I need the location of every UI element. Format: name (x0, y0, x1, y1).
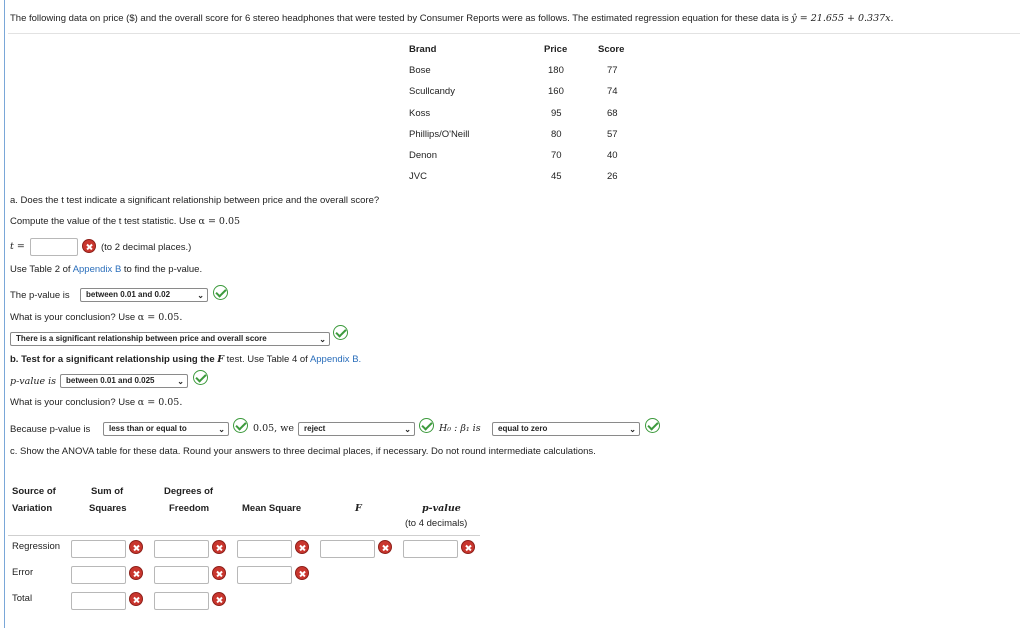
pvalue-b-label: p-value is (10, 376, 57, 387)
header-price: Price (544, 44, 568, 55)
table-cell-brand: Bose (409, 65, 431, 76)
incorrect-icon (461, 540, 475, 554)
chevron-down-icon: ⌄ (404, 425, 411, 434)
header-p-decimals: (to 4 decimals) (405, 518, 468, 529)
part-b-prefix: b. Test for a significant relationship using the (10, 354, 215, 365)
incorrect-icon (129, 592, 143, 606)
conclusion-prefix: What is your conclusion? Use (10, 397, 136, 408)
because-mid: 0.05, we (253, 423, 294, 434)
incorrect-icon (212, 592, 226, 606)
ms-error-input[interactable] (237, 566, 292, 584)
anova-divider (8, 535, 480, 536)
correct-icon (233, 418, 248, 433)
header-source: Source of (12, 486, 56, 497)
decision-select-value: reject (304, 424, 326, 433)
table-cell-score: 68 (607, 108, 618, 119)
correct-icon (419, 418, 434, 433)
f-letter: F (217, 354, 225, 365)
incorrect-icon (295, 540, 309, 554)
table-cell-brand: JVC (409, 171, 427, 182)
appendix-b-link[interactable]: Appendix B. (309, 354, 362, 365)
df-error-input[interactable] (154, 566, 209, 584)
header-squares: Squares (89, 503, 127, 514)
row-label-error: Error (12, 567, 34, 578)
t-label: t = (10, 241, 25, 252)
regression-equation: ŷ = 21.655 + 0.337x. (791, 13, 894, 24)
appendix-b-link[interactable]: Appendix B (72, 264, 122, 275)
row-label-total: Total (12, 593, 33, 604)
table-cell-score: 40 (607, 150, 618, 161)
hypothesis-select[interactable] (492, 422, 640, 436)
chevron-down-icon: ⌄ (197, 291, 204, 300)
table-cell-brand: Scullcandy (409, 86, 455, 97)
null-hypothesis: H₀ : β₁ is (439, 423, 481, 434)
conclusion-select[interactable] (10, 332, 330, 346)
df-regression-input[interactable] (154, 540, 209, 558)
conclusion-b-line (10, 397, 182, 408)
incorrect-icon (378, 540, 392, 554)
pvalue-select-value: between 0.01 and 0.02 (86, 290, 171, 299)
correct-icon (645, 418, 660, 433)
incorrect-icon (212, 566, 226, 580)
pvalue-b-select[interactable] (60, 374, 188, 388)
compute-mid: t test statistic. Use (118, 216, 196, 227)
compute-line (10, 216, 240, 227)
alpha-value: α = 0.05. (137, 312, 183, 323)
part-a-question: a. Does the t test indicate a significant relationship between price and the overall score? (10, 195, 380, 206)
table-cell-price: 160 (548, 86, 564, 97)
divider (8, 33, 1020, 34)
chevron-down-icon: ⌄ (218, 425, 225, 434)
p-value-input[interactable] (403, 540, 458, 558)
pvalue-b-select-value: between 0.01 and 0.025 (66, 376, 155, 385)
conclusion-select-value: There is a significant relationship between price and overall score (16, 334, 267, 343)
table-ref-suffix: to find the p-value. (123, 264, 203, 275)
hypothesis-select-value: equal to zero (498, 424, 548, 433)
incorrect-icon (129, 566, 143, 580)
ss-total-input[interactable] (71, 592, 126, 610)
header-f: F (355, 503, 362, 514)
table-ref-prefix: Use Table 2 of (10, 264, 71, 275)
pvalue-label: The p-value is (10, 290, 70, 301)
correct-icon (333, 325, 348, 340)
intro-text (10, 13, 894, 24)
ss-regression-input[interactable] (71, 540, 126, 558)
comparison-select-value: less than or equal to (109, 424, 187, 433)
incorrect-icon (295, 566, 309, 580)
table-cell-price: 70 (551, 150, 562, 161)
part-b-question (10, 354, 361, 365)
correct-icon (213, 285, 228, 300)
part-b-mid: test. Use Table 4 of (226, 354, 308, 365)
header-variation: Variation (12, 503, 53, 514)
table-cell-score: 74 (607, 86, 618, 97)
ms-regression-input[interactable] (237, 540, 292, 558)
chevron-down-icon: ⌄ (319, 335, 326, 344)
conclusion-a-line (10, 312, 182, 323)
header-sum-of: Sum of (91, 486, 124, 497)
table-cell-price: 45 (551, 171, 562, 182)
t-statistic-input[interactable] (30, 238, 78, 256)
header-brand: Brand (409, 44, 437, 55)
table-cell-brand: Koss (409, 108, 431, 119)
left-border (4, 0, 5, 628)
table-cell-brand: Denon (409, 150, 437, 161)
because-label: Because p-value is (10, 424, 91, 435)
chevron-down-icon: ⌄ (629, 425, 636, 434)
table-cell-brand: Phillips/O'Neill (409, 129, 470, 140)
t-hint: (to 2 decimal places.) (101, 242, 192, 253)
alpha-value: α = 0.05 (198, 216, 241, 227)
header-score: Score (598, 44, 625, 55)
table-cell-price: 180 (548, 65, 564, 76)
table-cell-score: 57 (607, 129, 618, 140)
row-label-regression: Regression (12, 541, 61, 552)
header-mean-square: Mean Square (242, 503, 302, 514)
incorrect-icon (129, 540, 143, 554)
incorrect-icon (212, 540, 226, 554)
intro-sentence: The following data on price ($) and the overall score for 6 stereo headphones that were tested by Consumer Reports were as follows. The estimated regression equation for these data is (10, 13, 789, 24)
table-cell-score: 77 (607, 65, 618, 76)
compute-prefix: Compute the value of the (10, 216, 117, 227)
header-freedom: Freedom (169, 503, 210, 514)
table-cell-price: 80 (551, 129, 562, 140)
correct-icon (193, 370, 208, 385)
df-total-input[interactable] (154, 592, 209, 610)
ss-error-input[interactable] (71, 566, 126, 584)
pvalue-select[interactable] (80, 288, 208, 302)
comparison-select[interactable] (103, 422, 229, 436)
alpha-value: α = 0.05. (137, 397, 183, 408)
table-cell-price: 95 (551, 108, 562, 119)
chevron-down-icon: ⌄ (177, 377, 184, 386)
header-p-value: p-value (422, 503, 461, 514)
table-cell-score: 26 (607, 171, 618, 182)
incorrect-icon (82, 239, 96, 253)
header-degrees-of: Degrees of (164, 486, 214, 497)
decision-select[interactable] (298, 422, 415, 436)
part-c-question: c. Show the ANOVA table for these data. Round your answers to three decimal places, if necessary. Do not round intermediate calculations. (10, 446, 596, 457)
conclusion-prefix: What is your conclusion? Use (10, 312, 136, 323)
f-regression-input[interactable] (320, 540, 375, 558)
table-ref-line (10, 264, 202, 275)
